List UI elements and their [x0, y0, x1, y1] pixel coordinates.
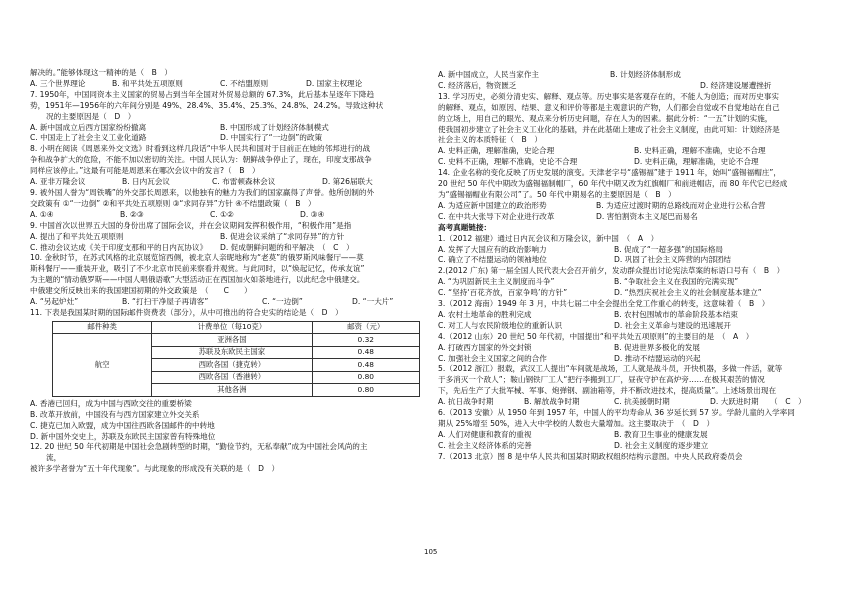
answer-options	[438, 70, 828, 81]
answer-options	[438, 310, 828, 321]
text-line: 势，1951年—1956年的六年间分别是 49%、28.4%、35.4%、25.3%、24.8%、24.2%。导致这种状	[30, 100, 384, 110]
option-d: D. 中国实行了“一边倒”的政策	[220, 133, 323, 143]
answer-options	[438, 157, 828, 168]
option-c: C. 推动会议达成《关于印度支那和平的日内瓦协议》	[30, 242, 208, 252]
text-line: 况的主要原因是（ D ）	[46, 111, 136, 121]
option-d: D. 推动不结盟运动的兴起	[614, 353, 701, 363]
answer-options	[438, 321, 828, 332]
option-c: C. 经济落后，物资匮乏	[438, 80, 517, 90]
gaokao-question-6: 6.（2013 安徽）从 1950 年到 1957 年，中国人的平均寿命从 36 岁延长到 57 岁。学龄儿童的入学率同	[438, 408, 795, 418]
gaokao-question-7: 7.（2013 北京）图 8 是中华人民共和国某时期政权组织结构示意图。中央人民政府委员会	[438, 451, 743, 461]
option-a: A. 新中国成立，人民当家作主	[438, 70, 540, 79]
postage-table	[52, 321, 420, 397]
text-line: 的立场上，用自己的眼光、观点来分析历史问题，存在人为的因素。据此分析：“一五”计划的实施，	[438, 113, 773, 123]
question-13: 13. 学习历史，必须分清史实、解释、观点等。历史事实是客观存在的，不能人为创造；而对历史事实	[438, 91, 780, 101]
option-c: C. “坚持‘百花齐放，百家争鸣’的方针”	[438, 288, 568, 298]
table-cell: 其他各洲	[152, 384, 312, 397]
option-b: B. 中国形成了计划经济体制模式	[220, 122, 329, 132]
table-row	[53, 334, 420, 347]
option-b: B. 农村包围城市的革命阶段基本结束	[614, 309, 738, 319]
table-cell: 苏联及东欧民主国家	[152, 346, 312, 359]
option-c: C. 史料不正确，理解不准确，史论不合理	[438, 157, 578, 167]
table-cell: 0.48	[312, 359, 419, 372]
text-line: 斯科餐厅——重装开业，吸引了不少北京市民前来察看并观赏。与此同时，以“焕起记忆，传承友谊”	[30, 264, 365, 274]
option-b: B. 和平共处五项原则	[112, 78, 183, 88]
option-d: D. 巩固了社会主义阵营的内部团结	[614, 255, 731, 265]
option-d: D. “热烈庆祝社会主义的社会制度基本建立”	[614, 288, 762, 298]
option-c: C. 抗美援朝时期	[614, 397, 670, 407]
option-b: B. ②③	[120, 209, 144, 219]
answer-options	[438, 245, 828, 256]
table-cell: 0.32	[312, 334, 419, 347]
text-line: 使我国初步建立了社会主义工业化的基础，并在此基础上建成了社会主义制度，由此可知：计划经济是	[438, 124, 780, 134]
text-line: 流，	[46, 453, 62, 463]
option-d: D. 害怕割资本主义尾巴而易名	[596, 211, 698, 221]
option-a: A. 新中国成立后西方国家纷纷撤离	[30, 122, 147, 132]
option-a: A. 为适应新中国建立的政治形势	[438, 200, 547, 210]
table-header: 邮资（元）	[312, 321, 419, 334]
question-10: 9. 中国首次以世界五大国的身份出席了国际会议，并在会议期间发挥积极作用，“积极作用”是指	[30, 220, 352, 230]
option-a: A. 抗日战争时期	[438, 397, 494, 407]
option-c: C. 不结盟原则	[220, 78, 269, 88]
option-a: A. 亚非万隆会议	[30, 177, 86, 187]
option-a: A. 香港已回归，成为中国与西欧交往的重要桥梁	[30, 398, 192, 408]
table-cell-type: 航空	[53, 334, 152, 397]
option-c: C. 社会主义经济体系的完善	[438, 440, 532, 450]
text-line: 为“盛锡福帽业有限公司”了。50 年代中期易名的主要原因是（ B ）	[438, 189, 676, 199]
text-line: 期从 25%增至 50%，进入大中学校的人数也大量增加。这主要取决于 （ D ）	[438, 419, 715, 428]
text-line: 下，先后生产了大批军械、军事、炮弹钢、副油箱等，并不断改进技术，提高质量”。上述场景出现在	[438, 386, 777, 396]
option-b: B. 促进会议采纳了“求同存异”的方针	[220, 231, 345, 241]
question-8: 8. 小明在阅读《周恩来外交文选》时看到这样几段话“中华人民共和国对于目前正在她的邻邦进行的战	[30, 144, 371, 154]
table-header: 邮件种类	[53, 321, 152, 334]
question-14: 14. 企业名称的变化反映了历史发展的演变。天津老字号“盛锡福”建于 1911 年，始叫“盛锡福帽庄”，	[438, 168, 781, 178]
option-d: D. 第26届联大	[322, 177, 373, 187]
answer-options	[30, 243, 420, 254]
option-a: A. 打破西方国家的外交封锁	[438, 342, 532, 352]
option-a: A. 人们对健康和教育的重视	[438, 429, 532, 439]
option-b: B. 为适应过渡时期的总路线而对企业进行公私合营	[596, 200, 766, 210]
option-a: A. “另起炉灶”	[30, 297, 79, 307]
section-heading: 高考真题链接：	[438, 222, 492, 232]
answer-options	[438, 212, 828, 223]
option-b: B. 日内瓦会议	[122, 177, 171, 187]
gaokao-question-3: 3.（2012 海南）1949 年 3 月，中共七届二中全会提出全党工作重心的转变，这意味着（ B ）	[438, 299, 770, 309]
question-9: 9. 被外国人誉为“周铁嘴”的外交部长周恩来，以他独有的魅力为我们的国家赢得了声誉。他所创制的外	[30, 187, 375, 197]
text-line: 同样应该停止。”这最有可能是周恩来在哪次会议中的发言?（ B ）	[30, 166, 260, 176]
table-cell: 亚洲各国	[152, 334, 312, 347]
option-b: B. 解放战争时期	[524, 397, 580, 407]
option-d: D. 社会主义制度的逐步建立	[614, 440, 709, 450]
option-b: B. 计划经济体制形成	[610, 70, 681, 79]
option-a: A. 三个世界理论	[30, 78, 86, 88]
option-a: A. 史料正确，理解准确，史论合理	[438, 146, 555, 156]
gaokao-question-2: 2.(2012 广东) 第一届全国人民代表大会召开前夕，发动群众提出讨论宪法草案的标语口号有（ B ）	[438, 266, 785, 276]
question-13: 12. 20 世纪 50 年代初期是中国社会急剧转型的时期，“勤俭节约，无私奉献”成为中国社会风尚的主	[30, 442, 368, 452]
question-11: 10. 金秋时节，在苏式风格的北京展览馆西侧，被北京人亲昵地称为“老莫”的俄罗斯风味餐厅——莫	[30, 253, 364, 263]
answer-options	[438, 146, 828, 157]
text-line: 20 世纪 50 年代中期改为盛锡福制帽厂，60 年代中期又改为红旗帽厂和前进帽店，而 80 年代它已经成	[438, 179, 788, 189]
option-b: B. 教育卫生事业的健康发展	[614, 429, 708, 439]
text-line: 于多消灭一个敌人”；鞍山钢铁厂工人“把行李搬到工厂，昼夜守护在高炉旁……在极其艰苦的情况	[438, 375, 765, 385]
option-c: C. ①②	[210, 209, 234, 219]
option-d: D. “一大片”	[352, 297, 394, 307]
text-line: 解决的。”能够体现这一精神的是（ B ）	[30, 68, 173, 77]
left-column	[30, 68, 420, 475]
text-line: 交政策有 ①“一边倒” ②和平共处五项原则 ③“求同存异”方针 ④不结盟政策（ B ）	[30, 198, 316, 208]
table-cell: 西欧各国（捷克转）	[152, 359, 312, 372]
option-d: D. 国家主权理论	[306, 78, 363, 88]
option-c: C. 中国走上了社会主义工业化道路	[30, 133, 147, 143]
table-header: 计费单位（每10克）	[152, 321, 312, 334]
text-line: 被许多学者誉为“五十年代现象”。与此现象的形成没有关联的是（ D ）	[30, 464, 280, 474]
option-d: D. 史料正确，理解准确，史论不合理	[634, 157, 759, 167]
answer-options	[438, 354, 828, 365]
text-line: 的解释、观点，如原因、结果、意义和评价等都是主观意识的产物，人们都会自觉或不自觉地站在自己	[438, 102, 780, 112]
table-cell: 0.80	[312, 384, 419, 397]
text-line: 争和战争扩大的危险，不能不加以密切的关注。中国人民认为：朝鲜战争停止了，现在，印度支那战争	[30, 155, 372, 165]
option-b: B. “打扫干净屋子再请客”	[122, 297, 209, 307]
answer-options	[30, 210, 420, 221]
option-a: A. 农村土地革命的胜利完成	[438, 309, 532, 319]
option-c: C. “一边倒”	[262, 297, 303, 307]
option-c: C. 确立了不结盟运动的领袖地位	[438, 255, 547, 265]
option-b: B. 史料正确，理解不准确，史论不合理	[634, 146, 766, 156]
answer-options	[438, 201, 828, 212]
option-c: C. 在中共大张导下对企业进行改革	[438, 211, 555, 221]
text-line: 为主题的“情动俄罗斯——中国人唱俄语歌”大型活动正在西国加火如荼地进行，以此纪念中俄建交。	[30, 275, 365, 285]
answer-options	[30, 232, 420, 243]
option-b: B. 促进世界多极化的发展	[614, 342, 700, 352]
text-line: 中俄建交所反映出来的我国建国初期的外交政策是 （ C ）	[30, 286, 252, 296]
table-cell: 0.48	[312, 346, 419, 359]
option-d: D. ③④	[300, 209, 325, 219]
option-d: D. 大跃进时期 （ C ）	[710, 397, 806, 407]
answer-options	[30, 133, 420, 144]
question-12: 11. 下表是我国某时期的国际邮件资费表（部分），从中可推出的符合史实的结论是（ D ）	[30, 307, 343, 317]
option-d: D. 社会主义革命与建设的迅速展开	[614, 320, 731, 330]
option-b: B. 改革开放前，中国没有与西方国家建立外交关系	[30, 409, 200, 419]
option-a: A. 提出了和平共处五项原则	[30, 231, 124, 241]
option-a: A. “为巩固新民主主义制度而斗争”	[438, 277, 555, 287]
answer-options	[438, 81, 828, 92]
option-a: A. ①④	[30, 209, 54, 219]
answer-options	[438, 430, 828, 441]
answer-options	[30, 177, 420, 188]
option-c: C. 对工人与农民阶级地位的重新认识	[438, 320, 563, 330]
question-7: 7. 1950年，中国同资本主义国家的贸易占到当年全国对外贸易总额的 67.3%，此后基本呈逐年下降趋	[30, 89, 375, 99]
answer-options	[30, 297, 420, 308]
answer-options	[438, 441, 828, 452]
right-column	[438, 70, 828, 463]
answer-options	[30, 79, 420, 90]
option-b: B. “争取社会主义在我国的完满实现”	[614, 277, 739, 287]
option-d: D. 新中国外交史上，苏联及东欧民主国家曾有特殊地位	[30, 431, 216, 441]
option-c: C. 布雷顿森林会议	[212, 177, 276, 187]
table-cell: 西欧各国（香港转）	[152, 371, 312, 384]
answer-options	[438, 397, 828, 408]
option-a: A. 发挥了大国应有的政治影响力	[438, 244, 547, 254]
answer-options	[438, 343, 828, 354]
page-number: 105	[424, 548, 438, 556]
option-c: C. 加强社会主义国家之间的合作	[438, 353, 547, 363]
answer-options	[438, 255, 828, 266]
text-line: 社会主义的本质特征（ B ）	[438, 135, 542, 145]
answer-options	[30, 123, 420, 134]
option-d: D. 经济建设屡遭挫折	[700, 80, 772, 90]
gaokao-question-5: 5.（2012 浙江）报载，武汉工人提出“车间就是战场，工人就是战斗员，开快机器，多做一件活，就等	[438, 364, 783, 374]
option-c: C. 捷克已加入欧盟，成为中国往西欧各国邮件的中转地	[30, 420, 215, 430]
answer-options	[438, 277, 828, 288]
answer-options	[438, 288, 828, 299]
option-b: B. 促成了“一超多强”的国际格局	[614, 244, 724, 254]
gaokao-question-4: 4.（2012 山东）20 世纪 50 年代初，中国提出“和平共处五项原则”的主要目的是 （ A ）	[438, 331, 754, 341]
table-cell: 0.80	[312, 371, 419, 384]
option-d: D. 促成朝鲜问题的和平解决 （ C ）	[220, 242, 354, 252]
gaokao-question-1: 1.（2012 福建）通过日内瓦会议和万隆会议，新中国 （ A ）	[438, 233, 659, 243]
